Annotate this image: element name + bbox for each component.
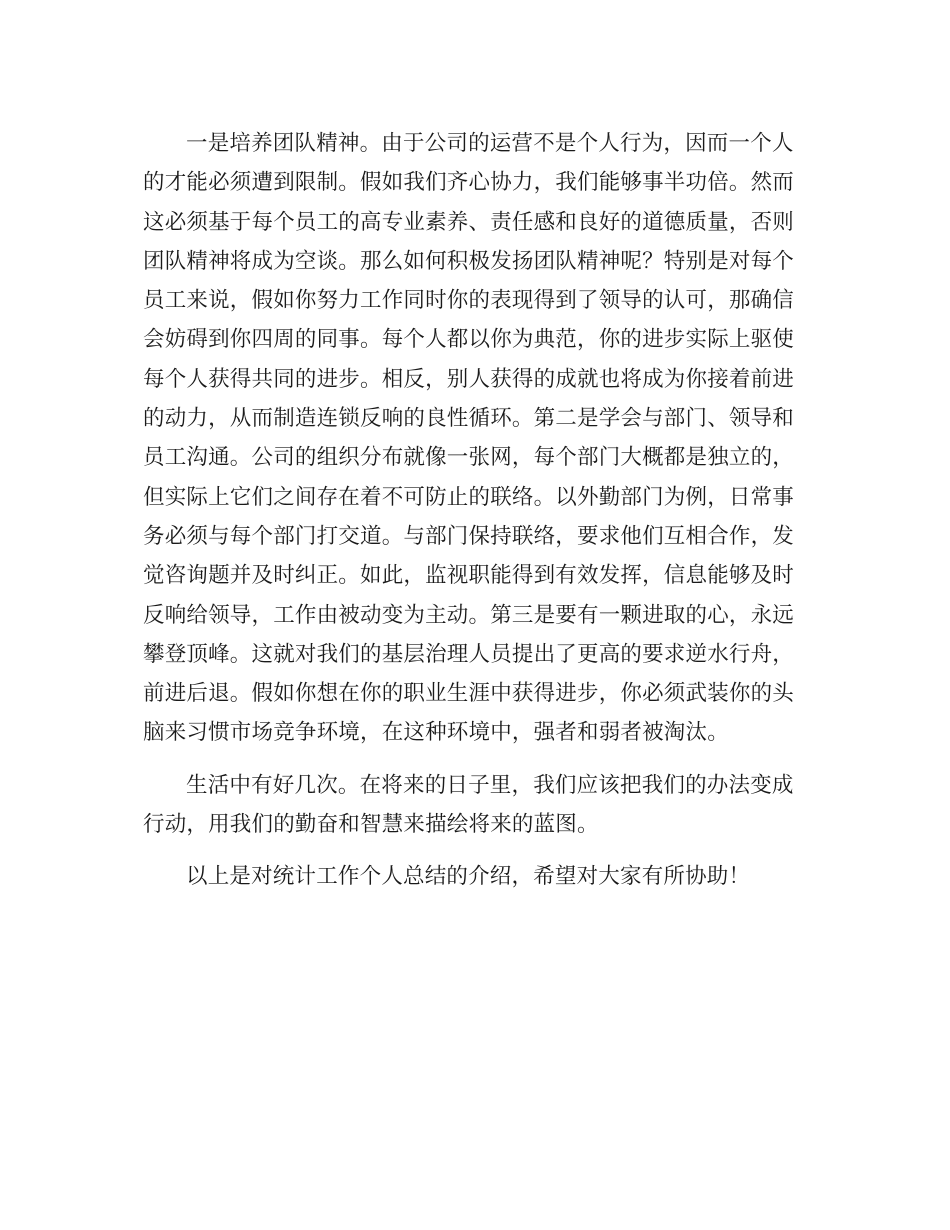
text-line: 的才能必须遭到限制。假如我们齐心协力，我们能够事半功倍。然而 <box>143 170 795 196</box>
document-body <box>143 124 810 897</box>
paragraph-future-plan <box>143 766 810 845</box>
text-line: 前进后退。假如你想在你的职业生涯中获得进步，你必须武装你的头 <box>143 681 795 707</box>
text-line: 行动，用我们的勤奋和智慧来描绘将来的蓝图。 <box>143 812 599 838</box>
text-line: 这必须基于每个员工的高专业素养、责任感和良好的道德质量，否则 <box>143 209 795 235</box>
text-line: 会妨碍到你四周的同事。每个人都以你为典范，你的进步实际上驱使 <box>143 327 795 353</box>
text-line: 的动力，从而制造连锁反响的良性循环。第二是学会与部门、领导和 <box>143 406 795 432</box>
text-line: 团队精神将成为空谈。那么如何积极发扬团队精神呢？特别是对每个 <box>143 248 795 274</box>
text-line: 生活中有好几次。在将来的日子里，我们应该把我们的办法变成 <box>186 772 794 798</box>
text-line: 觉咨询题并及时纠正。如此，监视职能得到有效发挥，信息能够及时 <box>143 563 795 589</box>
text-line: 每个人获得共同的进步。相反，别人获得的成就也将成为你接着前进 <box>143 366 795 392</box>
text-line: 一是培养团队精神。由于公司的运营不是个人行为，因而一个人 <box>186 131 794 156</box>
paragraph-closing <box>143 857 810 896</box>
paragraph-team-spirit <box>143 124 810 753</box>
text-line: 员工来说，假如你努力工作同时你的表现得到了领导的认可，那确信 <box>143 288 795 314</box>
text-line: 反响给领导，工作由被动变为主动。第三是要有一颗进取的心，永远 <box>143 602 795 628</box>
text-line: 脑来习惯市场竞争环境，在这种环境中，强者和弱者被淘汰。 <box>143 720 729 746</box>
text-line: 攀登顶峰。这就对我们的基层治理人员提出了更高的要求逆水行舟， <box>143 641 795 667</box>
text-line: 以上是对统计工作个人总结的介绍，希望对大家有所协助！ <box>186 864 751 890</box>
text-line: 务必须与每个部门打交道。与部门保持联络，要求他们互相合作，发 <box>143 523 795 549</box>
text-line: 但实际上它们之间存在着不可防止的联络。以外勤部门为例，日常事 <box>143 484 795 510</box>
text-line: 员工沟通。公司的组织分布就像一张网，每个部门大概都是独立的， <box>143 445 795 471</box>
